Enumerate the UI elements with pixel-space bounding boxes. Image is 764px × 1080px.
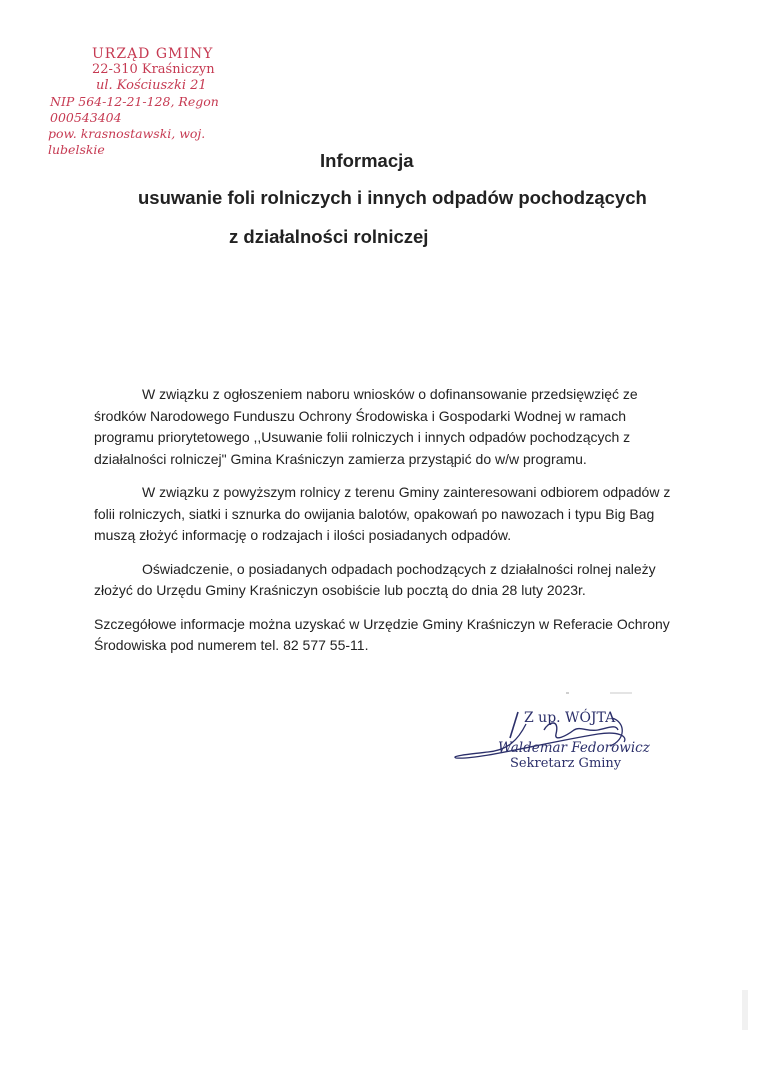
document-subtitle-line2: z działalności rolniczej: [229, 226, 429, 247]
stamp-street: ul. Kościuszki 21: [96, 78, 207, 93]
office-stamp: [44, 46, 264, 158]
signature-on-behalf: Z up. WÓJTA: [524, 710, 616, 726]
document-title: Informacja: [320, 150, 414, 171]
scan-speck: [610, 692, 632, 694]
paragraph-line: środków Narodowego Funduszu Ochrony Środowiska i Gospodarki Wodnej w ramach: [94, 407, 626, 424]
paragraph-line: programu priorytetowego ,,Usuwanie folii rolniczych i innych odpadów pochodzących z: [94, 429, 631, 445]
paragraph-farmers: [94, 482, 684, 547]
paragraph-line: W związku z powyższym rolnicy z terenu Gminy zainteresowani odbiorem odpadów z: [142, 484, 671, 500]
paragraph-line: Oświadczenie, o posiadanych odpadach pochodzących z działalności rolnej należy: [142, 560, 656, 577]
paragraph-line: muszą złożyć informację o rodzajach i ilości posiadanych odpadów.: [94, 527, 512, 543]
signature-role: Sekretarz Gminy: [510, 756, 622, 771]
stamp-nip-regon: NIP 564-12-21-128, Regon 000543404: [50, 94, 219, 125]
paragraph-line: Szczegółowe informacje można uzyskać w Urzędzie Gminy Kraśniczyn w Referacie Ochrony: [94, 615, 670, 632]
paragraph-line: W związku z ogłoszeniem naboru wniosków o dofinansowanie przedsięwzięć ze: [142, 386, 638, 402]
document-body: [94, 384, 684, 669]
paragraph-announcement: [94, 384, 684, 470]
signature-block: [448, 700, 678, 790]
paragraph-line: złożyć do Urzędu Gminy Kraśniczyn osobiście lub pocztą do dnia 28 luty 2023r.: [94, 582, 586, 598]
document-subtitle-line1: usuwanie foli rolniczych i innych odpadów pochodzących: [138, 187, 647, 208]
scan-speck: [566, 692, 569, 694]
stamp-postal-code: 22-310 Kraśniczyn: [92, 62, 215, 77]
paragraph-line: działalności rolniczej" Gmina Kraśniczyn zamierza przystąpić do w/w programu.: [94, 450, 587, 467]
paragraph-line: folii rolniczych, siatki i sznurka do owijania balotów, opakowań po nawozach i typu Big Bag: [94, 505, 655, 522]
scan-speck: [742, 990, 748, 1030]
stamp-office-name: URZĄD GMINY: [92, 46, 214, 62]
stamp-district: pow. krasnostawski, woj. lubelskie: [48, 126, 206, 157]
paragraph-declaration: [94, 559, 684, 602]
signature-name: Waldemar Fedorowicz: [498, 740, 650, 756]
paragraph-contact: [94, 614, 684, 657]
paragraph-line: Środowiska pod numerem tel. 82 577 55-11.: [94, 637, 369, 653]
